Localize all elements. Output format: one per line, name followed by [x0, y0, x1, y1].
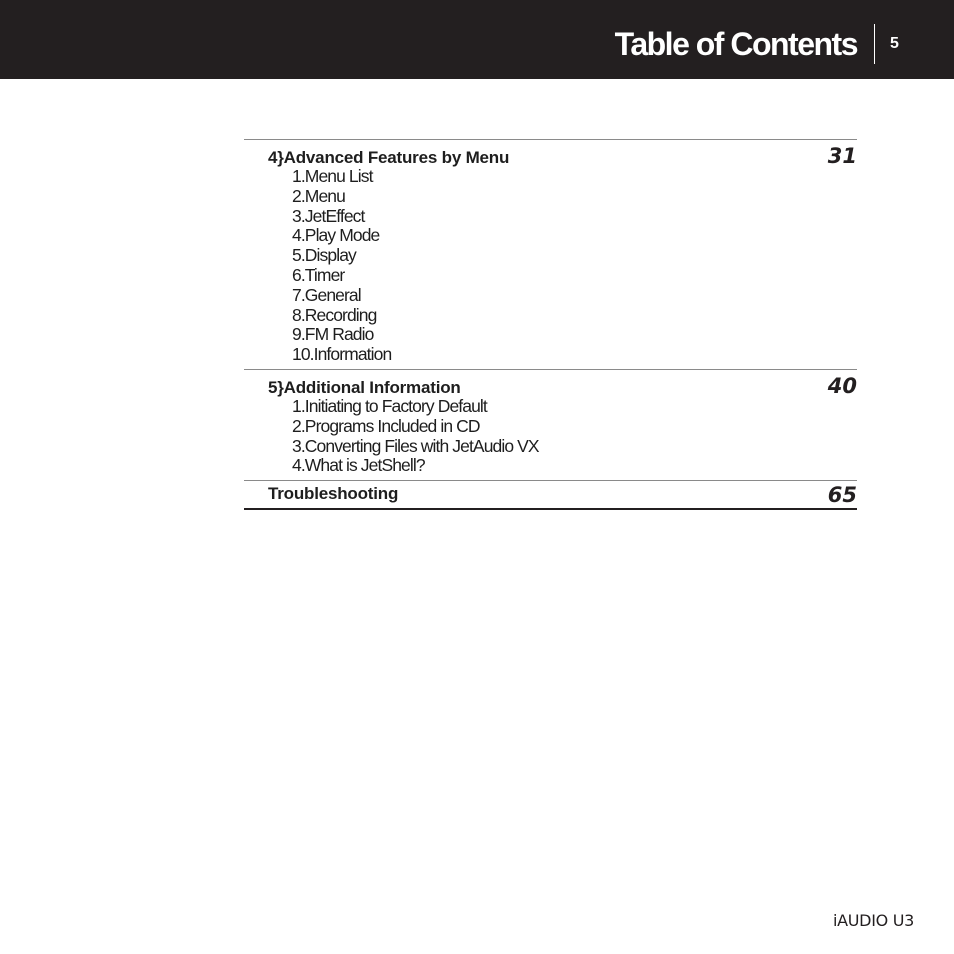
page-title: Table of Contents: [614, 26, 857, 62]
section-items: [244, 397, 857, 476]
toc-item[interactable]: 7.General: [292, 284, 361, 305]
toc-section-additional-information: [244, 369, 857, 480]
toc-item[interactable]: 4.What is JetShell?: [292, 455, 425, 476]
header-divider: [874, 24, 875, 64]
toc-section-advanced-features: [244, 139, 857, 369]
toc-item[interactable]: 2.Programs Included in CD: [292, 415, 480, 436]
section-items: [244, 167, 857, 365]
toc-section-troubleshooting: [244, 480, 857, 510]
toc-item[interactable]: 1.Initiating to Factory Default: [292, 396, 487, 416]
section-page-number[interactable]: 40: [827, 374, 857, 398]
toc-item[interactable]: 6.Timer: [292, 264, 345, 285]
toc-item[interactable]: 8.Recording: [292, 304, 377, 325]
toc-item[interactable]: 9.FM Radio: [292, 324, 374, 345]
page-number: 5: [890, 35, 899, 52]
table-of-contents: [244, 139, 857, 510]
footer-product-name: iAUDIO U3: [832, 911, 914, 930]
section-page-number[interactable]: 31: [827, 144, 857, 168]
section-title[interactable]: 5}Additional Information: [268, 378, 461, 397]
section-page-number[interactable]: 65: [827, 483, 857, 507]
toc-item[interactable]: 3.Converting Files with JetAudio VX: [292, 435, 539, 456]
toc-item[interactable]: 1.Menu List: [292, 166, 373, 186]
header-bar: [0, 0, 954, 79]
section-title[interactable]: Troubleshooting: [268, 484, 399, 503]
toc-item[interactable]: 3.JetEffect: [292, 205, 365, 226]
toc-item[interactable]: 5.Display: [292, 245, 356, 266]
toc-item[interactable]: 10.Information: [292, 344, 392, 365]
toc-item[interactable]: 2.Menu: [292, 185, 345, 206]
toc-item[interactable]: 4.Play Mode: [292, 225, 380, 246]
section-title[interactable]: 4}Advanced Features by Menu: [268, 148, 510, 167]
